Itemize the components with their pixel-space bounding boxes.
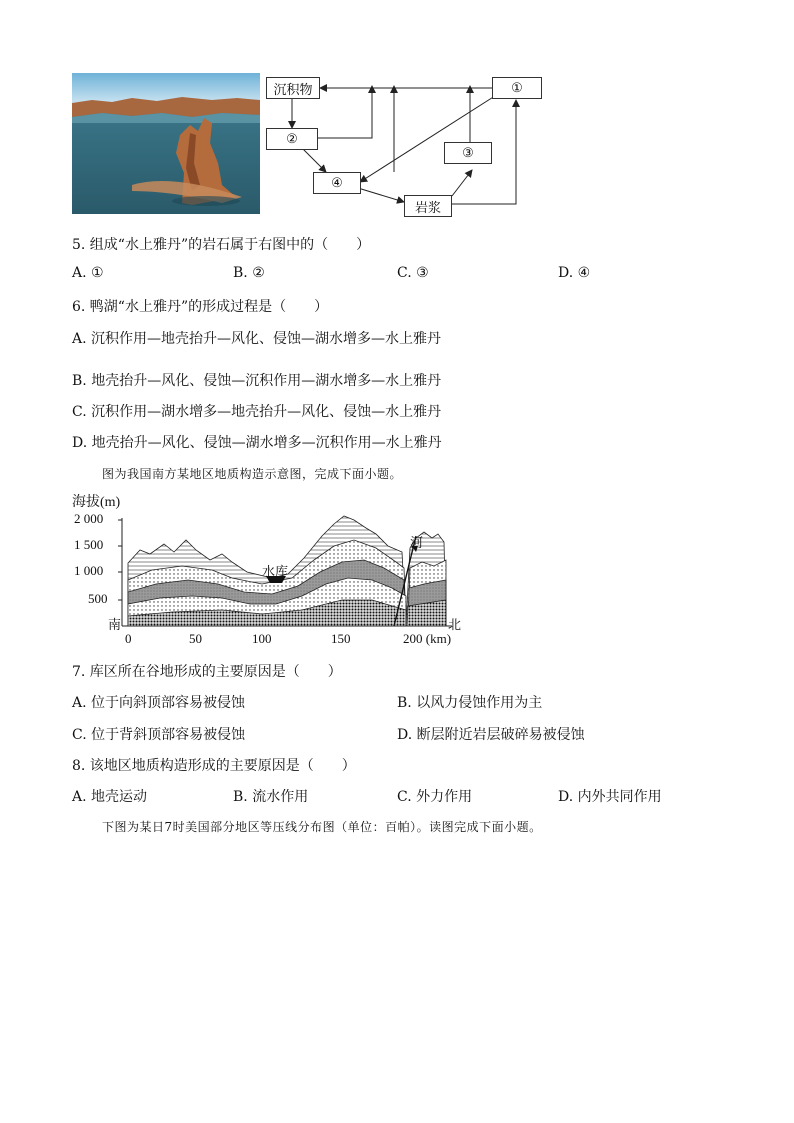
q8-option-b[interactable]: B. 流水作用	[233, 789, 309, 805]
q6-option-c[interactable]: C. 沉积作用—湖水增多—地壳抬升—风化、侵蚀—水上雅丹	[72, 404, 442, 420]
box-3: ③	[444, 142, 492, 164]
box-4: ④	[313, 172, 361, 194]
profile-reservoir-label: 水库	[262, 565, 289, 580]
q5-option-c[interactable]: C. ③	[397, 265, 429, 281]
q8-option-a[interactable]: A. 地壳运动	[72, 789, 148, 805]
profile-ytick-1500: 1 500	[74, 537, 104, 552]
profile-ylabel: 海拔(m)	[72, 495, 121, 510]
profile-xtick-100: 100	[252, 631, 272, 646]
box-2: ②	[266, 128, 318, 150]
profile-ytick-1000: 1 000	[74, 563, 104, 578]
q6-option-a[interactable]: A. 沉积作用—地壳抬升—风化、侵蚀—湖水增多—水上雅丹	[72, 331, 442, 347]
profile-xtick-150: 150	[331, 631, 351, 646]
q5-option-a[interactable]: A. ①	[72, 265, 104, 281]
profile-ytick-500: 500	[88, 591, 108, 606]
q6-option-d[interactable]: D. 地壳抬升—风化、侵蚀—湖水增多—沉积作用—水上雅丹	[72, 435, 442, 451]
intro-geology: 图为我国南方某地区地质构造示意图，完成下面小题。	[102, 467, 403, 481]
q5-option-d[interactable]: D. ④	[558, 265, 591, 281]
yardang-photo	[72, 73, 260, 214]
q6-option-b[interactable]: B. 地壳抬升—风化、侵蚀—沉积作用—湖水增多—水上雅丹	[72, 373, 442, 389]
box-magma: 岩浆	[404, 195, 452, 217]
profile-north-label: 北	[448, 618, 462, 633]
q8-option-d[interactable]: D. 内外共同作用	[558, 789, 662, 805]
profile-south-label: 南	[108, 618, 122, 633]
profile-xtick-0: 0	[125, 631, 132, 646]
q5-option-b[interactable]: B. ②	[233, 265, 265, 281]
q8-option-c[interactable]: C. 外力作用	[397, 789, 473, 805]
q5-stem: 5. 组成“水上雅丹”的岩石属于右图中的（ ）	[72, 237, 371, 253]
q8-stem: 8. 该地区地质构造形成的主要原因是（ ）	[72, 758, 356, 774]
box-1: ①	[492, 77, 542, 99]
profile-ytick-2000: 2 000	[74, 511, 104, 526]
q7-option-c[interactable]: C. 位于背斜顶部容易被侵蚀	[72, 727, 246, 743]
q7-option-a[interactable]: A. 位于向斜顶部容易被侵蚀	[72, 695, 246, 711]
intro-pressure: 下图为某日7时美国部分地区等压线分布图（单位：百帕）。读图完成下面小题。	[102, 820, 542, 834]
q7-option-b[interactable]: B. 以风力侵蚀作用为主	[397, 695, 543, 711]
q7-stem: 7. 库区所在谷地形成的主要原因是（ ）	[72, 664, 342, 680]
q6-stem: 6. 鸭湖“水上雅丹”的形成过程是（ ）	[72, 299, 329, 315]
box-sediment: 沉积物	[266, 77, 320, 99]
profile-xtick-50: 50	[189, 631, 202, 646]
profile-river-label: 河	[410, 536, 424, 551]
profile-xtick-200: 200 (km)	[403, 631, 452, 646]
q7-option-d[interactable]: D. 断层附近岩层破碎易被侵蚀	[397, 727, 585, 743]
